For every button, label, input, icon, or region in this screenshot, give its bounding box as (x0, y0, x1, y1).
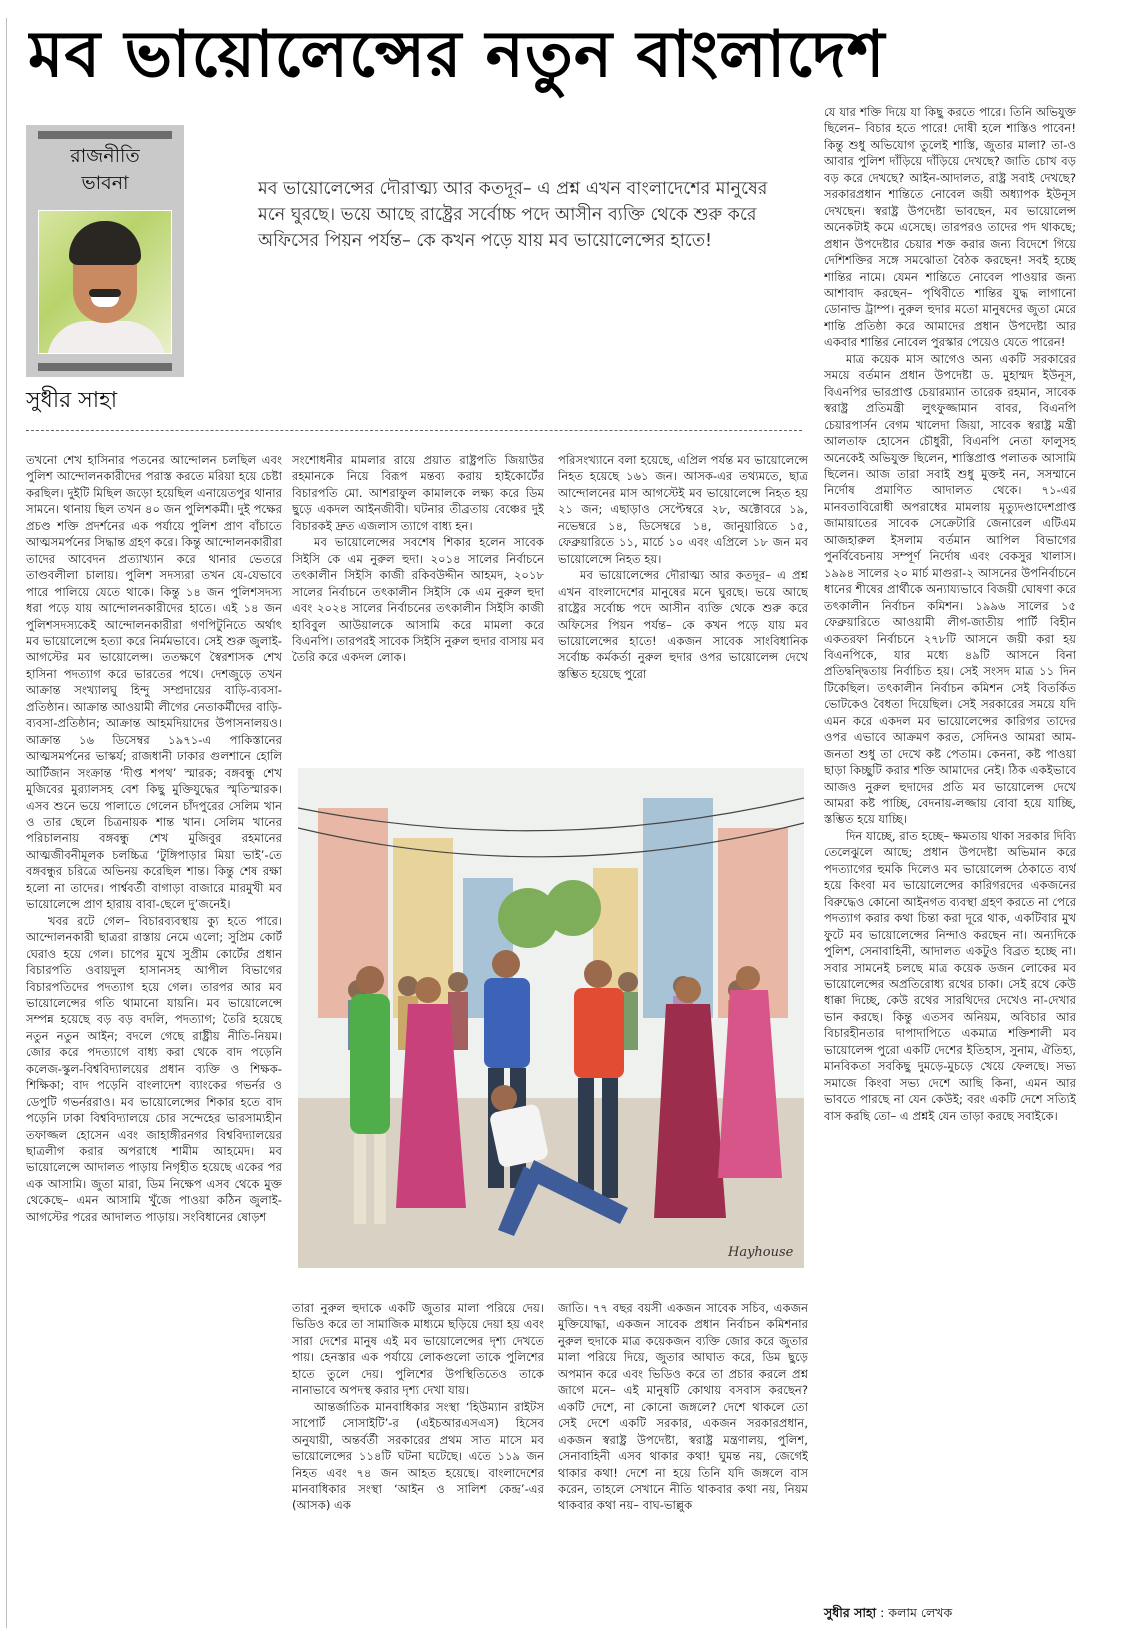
article-column-3-bottom (558, 1300, 808, 1634)
byline: সুধীর সাহা (26, 388, 118, 413)
signoff-separator: : (876, 1605, 889, 1620)
paragraph: দিন যাচ্ছে, রাত হচ্ছে– ক্ষমতায় থাকা সরকার দিব্যি তেলেঝুলে আছে; প্রধান উপদেষ্টা অভিমান করে পদত্যাগের হুমকি দিলেও মব ভায়োলেন্স ঠেকাতে ব্যর্থ হয়ে কিংবা মব ভায়োলেন্সের কারিগরদের একজনের বিরুদ্ধেও কোনো আইনগত ব্যবস্থা গ্রহণ করতে না পেরে পদত্যাগ করার কথা চিন্তা করা দূরে থাক, একটিবার মুখ ফুটে মব ভায়োলেন্সের নিন্দাও করছেন না। অন্যদিকে পুলিশ, সেনাবাহিনী, আদালত একটুও বিব্রত হচ্ছে না। সবার সামনেই চলছে মাত্র কয়েক ডজন লোকের মব ভায়োলেন্সের অপ্রতিরোধ্য রথের চাকা। সেই রথে কেউ ধাক্কা দিচ্ছে, কেউ রথের সারথিদের দেখেও না-দেখার ভান করছে। কিন্তু এতসব অনিয়ম, অবিচার আর বিচারহীনতার দাপাদাপিতে একমাত্র শক্তিশালী মব ভায়োলেন্স পুরো একটি দেশের ইতিহাস, সুনাম, ঐতিহ্য, মানবিকতা সবকিছু দুমড়ে-মুচড়ে খেয়ে ফেলছে। সভ্য সমাজে কিংবা সভ্য দেশে আছি কিনা, এমন আর ভাবতে পারছে না যেন কেউই; বরং একটি দেশে সত্যিই বাস করছি তো– এ প্রশ্নই যেন তাড়া করছে সবাইকে। (824, 828, 1076, 1123)
pull-quote: মব ভায়োলেন্সের দৌরাত্ম্য আর কতদূর– এ প্রশ্ন এখন বাংলাদেশের মানুষের মনে ঘুরছে। ভয়ে আছে রাষ্ট্রের সর্বোচ্চ পদে আসীন ব্যক্তি থেকে শুরু করে অফিসের পিয়ন পর্যন্ত– কে কখন পড়ে যায় মব ভায়োলেন্সের হাতে! (258, 179, 768, 251)
column-label-bar-bottom (38, 363, 172, 371)
paragraph: মাত্র কয়েক মাস আগেও অন্য একটি সরকারের সময়ে বর্তমান প্রধান উপদেষ্টা ড. মুহাম্মদ ইউনূস, বিএনপির ভারপ্রাপ্ত চেয়ারম্যান তারেক রহমান, সাবেক স্বরাষ্ট্র প্রতিমন্ত্রী লুৎফুজ্জামান বাবর, বিএনপি চেয়ারপার্সন বেগম খালেদা জিয়া, সাবেক স্বরাষ্ট্র মন্ত্রী আলতাফ হোসেন চৌধুরী, বিএনপি নেতা ফালুসহ অনেকেই অভিযুক্ত ছিলেন, শাস্তিপ্রাপ্ত পলাতক আসামি ছিলেন। আজ তারা সবাই শুধু মুক্তই নন, সসম্মানে নির্দোষ প্রমাণিত আদালত থেকে। ৭১-এর মানবতাবিরোধী অপরাধের মামলায় মৃত্যুদণ্ডাদেশপ্রাপ্ত জামায়াতের সাবেক সেক্রেটারি জেনারেল এটিএম আজহারুল ইসলাম বর্তমান আপিল বিভাগের পুনর্বিবেচনায় সম্পূর্ণ নির্দোষ এবং বেকসুর খালাস। ১৯৯৪ সালের ২০ মার্চ মাগুরা-২ আসনের উপনির্বাচনে ধানের শীষের প্রার্থীকে অন্যায্যভাবে বিজয়ী ঘোষণা করে তৎকালীন নির্বাচন কমিশন। ১৯৯৬ সালের ১৫ ফেব্রুয়ারিতে আওয়ামী লীগ-জাতীয় পার্টি বিহীন একতরফা নির্বাচনে ২৭৮টি আসনে জয়ী করা হয় বিএনপিকে, যার মধ্যে ৪৯টি আসনে বিনা প্রতিদ্বন্দ্বিতায় নির্বাচিত হয়। সেই সংসদ মাত্র ১১ দিন টিকেছিল। তৎকালীন নির্বাচন কমিশন সেই বিতর্কিত ভোটকেও বৈধতা দিয়েছিল। সেই সরকারের সময়ে যদি এমন করে একদল মব ভায়োলেন্সের কারিগর তাদের ওপর এভাবে আক্রমণ করত, সেদিনও আমরা আম-জনতা শুধু তা দেখে কষ্ট পেতাম। কেননা, কষ্ট পাওয়া ছাড়া কিচ্ছুটি করার শক্তি আমাদের নেই। ঠিক একইভাবে আজও নুরুল হুদাদের প্রতি মব ভায়োলেন্স দেখে আমরা কষ্ট পাচ্ছি, বেদনায়-লজ্জায় বোবা হয়ে যাচ্ছি, স্তম্ভিত হয়ে যাচ্ছি। (824, 351, 1076, 827)
illustration-mob-scene (298, 768, 804, 1268)
illustration-svg (298, 768, 804, 1268)
article-column-3-top (558, 452, 808, 750)
column-label-bar-top (38, 131, 172, 139)
paragraph: যে যার শক্তি দিয়ে যা কিছু করতে পারে। তিনি অভিযুক্ত ছিলেন– বিচার হতে পারে! দোষী হলে শাস্তিও পাবেন! কিন্তু শুধু অভিযোগ তুলেই শাস্তি, জুতার মালা? তা-ও আবার পুলিশ দাঁড়িয়ে দাঁড়িয়ে দেখছে? জাতি চোখ বড় বড় করে দেখছে? আইন-আদালত, রাষ্ট্র সবাই দেখছে? সরকারপ্রধান শান্তিতে নোবেল জয়ী অধ্যাপক ইউনূস দেখছেন। স্বরাষ্ট্র উপদেষ্টা ভাবছেন, মব ভায়োলেন্স অনেকটাই কমে এসেছে। তারপরও তাদের পদ থাকছে; প্রধান উপদেষ্টার চেয়ার শক্ত করার জন্য বিদেশে গিয়ে দেশিশক্তির সঙ্গে সমঝোতা বৈঠক করছেন! সবই হচ্ছে শান্তির নামে। যেমন শান্তিতে নোবেল পাওয়ার জন্য আশাবাদ করছেন– পৃথিবীতে শান্তির যুদ্ধ লাগানো ডোনাল্ড ট্রাম্প। নুরুল হুদার মতো মানুষদের জুতা মেরে শান্তি প্রতিষ্ঠা করে আমাদের প্রধান উপদেষ্টা আর একবার শান্তির নোবেল পুরস্কার পেয়েও যেতে পারেন! (824, 105, 1076, 350)
paragraph: জাতি। ৭৭ বছর বয়সী একজন সাবেক সচিব, একজন মুক্তিযোদ্ধা, একজন সাবেক প্রধান নির্বাচন কমিশনার নুরুল হুদাকে মাত্র কয়েকজন ব্যক্তি জোর করে জুতার মালা পরিয়ে দিয়ে, জুতার আঘাত করে, ডিম ছুড়ে অপমান করে এবং ভিডিও করে তা প্রচার করলে প্রশ্ন জাগে মনে– এই মানুষটি কোথায় বসবাস করছেন? একটি দেশে, না কোনো জঙ্গলে? দেশে থাকলে তো সেই দেশে একটি সরকার, একজন সরকারপ্রধান, একজন স্বরাষ্ট্র উপদেষ্টা, স্বরাষ্ট্র মন্ত্রণালয়, পুলিশ, সেনাবাহিনী এসব থাকার কথা! ঘুমন্ত নয়, জেগেই থাকার কথা! দেশে না হয়ে তিনি যদি জঙ্গলে বাস করেন, তাহলে সেখানে নীতি থাকবার কথা নয়, নিয়ম থাকবার কথা নয়– বাঘ-ভাল্লুক (558, 1301, 808, 1513)
illustration-tree (545, 880, 601, 936)
column-label-line1: রাজনীতি (70, 145, 140, 167)
paragraph: মব ভায়োলেন্সের দৌরাত্ম্য আর কতদূর– এ প্রশ্ন এখন বাংলাদেশের মানুষের মনে ঘুরছে। ভয়ে আছে রাষ্ট্রের সর্বোচ্চ পদে আসীন ব্যক্তি থেকে শুরু করে অফিসের পিয়ন পর্যন্ত– কে কখন পড়ে যায় মব ভায়োলেন্সের হাতে! একজন সাবেক সাংবিধানিক সর্বোচ্চ কর্মকর্তা নুরুল হুদার ওপর ভায়োলেন্স দেখে স্তম্ভিত হয়েছে পুরো (558, 568, 808, 681)
article-column-1 (26, 452, 282, 1634)
article-column-2-top (292, 452, 544, 750)
author-photo (38, 210, 172, 354)
dashed-separator (26, 430, 802, 431)
article-column-4 (824, 104, 1076, 1544)
photo-hair (69, 221, 141, 265)
signoff-role: কলাম লেখক (888, 1605, 953, 1620)
page-left-rule (6, 18, 7, 1628)
photo-mustache (89, 289, 121, 297)
article-column-2-bottom (292, 1300, 544, 1634)
paragraph: খবর রটে গেল– বিচারব্যবস্থায় ক্যু হতে পারে। আন্দোলনকারী ছাত্ররা রাস্তায় নেমে এলো; সুপ্রিম কোর্ট ঘেরাও হয়ে গেল। চাপের মুখে সুপ্রীম কোর্টের প্রধান বিচারপতি ওবায়দুল হাসানসহ আপীল বিভাগের বিচারপতিদের পদত্যাগ হয়ে গেল। তারপর আর মব ভায়োলেন্সের গতি থামানো যায়নি। মব ভায়োলেন্সে সম্পন্ন হয়েছে বড় বড় বদলি, পদত্যাগ; তৈরি হয়েছে নতুন নতুন আইন; বদলে গেছে রাষ্ট্রীয় নীতি-নিয়ম। জোর করে পদত্যাগে বাধ্য করা থেকে বাদ পড়েনি কলেজ-স্কুল-বিশ্ববিদ্যালয়ের প্রধান ব্যক্তি ও শিক্ষক-শিক্ষিকা; বাদ পড়েনি বাংলাদেশ ব্যাংকের গভর্নর ও ডেপুটি গভর্নররাও। মব ভায়োলেন্সের শিকার হতে বাদ পড়েনি ঢাকা বিশ্ববিদ্যালয়ে চোর সন্দেহের ভারসাম্যহীন তফাজ্জল হোসেন এবং জাহাঙ্গীরনগর বিশ্ববিদ্যালয়ের ছাত্রলীগ করার অপরাধে শামীম আহমেদ। মব ভায়োলেন্সে আদালত পাড়ায় নিগৃহীত হয়েছে একের পর এক আসামি। জুতা মারা, ডিম নিক্ষেপ এসব থেকে মুক্ত থেকেছে– এমন আসামি খুঁজে পাওয়া কঠিন জুলাই-আগস্টের পরের আদালত পাড়ায়। সংবিধানের ষোড়শ (26, 913, 282, 1224)
paragraph: পরিসংখ্যানে বলা হয়েছে, এপ্রিল পর্যন্ত মব ভায়োলেন্সে নিহত হয়েছে ১৬১ জন। আসক-এর তথ্যমতে, ছাত্র আন্দোলনের মাস আগস্টেই মব ভায়োলেন্সে নিহত হয় ২১ জন; এছাড়াও সেপ্টেম্বরে ২৮, অক্টোবরে ১৯, নভেম্বরে ১৪, ডিসেম্বরে ১৪, জানুয়ারিতে ১৫, ফেব্রুয়ারিতে ১১, মার্চে ১০ এবং এপ্রিলে ১৮ জন মব ভায়োলেন্সে নিহত হয়। (558, 453, 808, 566)
paragraph: তখনো শেখ হাসিনার পতনের আন্দোলন চলছিল এবং পুলিশ আন্দোলনকারীদের পরাস্ত করতে মরিয়া হয়ে চেষ্টা করছিল। দুইটি মিছিল জড়ো হয়েছিল এনায়েতপুর থানার সামনে। থানায় ছিল তখন ৪০ জন পুলিশকর্মী। দুই পক্ষের প্রচণ্ড শক্তি প্রদর্শনের এক পর্যায়ে পুলিশ প্রাণ বাঁচাতে আত্মসমর্পনের সিদ্ধান্ত গ্রহণ করে। কিন্তু আন্দোলনকারীরা তাদের আবেদন প্রত্যাখ্যান করে থানার ভেতরে তাণ্ডবলীলা চালায়। পুলিশ সদস্যরা তখন যে-যেভাবে পারে পালিয়ে যেতে থাকে। কিন্তু ১৪ জন পুলিশসদস্য ধরা পড়ে যায় আন্দোলনকারীদের হাতে। এই ১৪ জন পুলিশসদস্যকেই আন্দোলনকারীরা গণপিটুনিতে অর্থাৎ মব ভায়োলেন্সে হত্যা করে নির্মমভাবে। সেই শুরু জুলাই-আগস্টের মব ভায়োলেন্স। ততক্ষণে স্বৈরশাসক শেখ হাসিনা পদত্যাগ করে ভারতের পথে। দেশজুড়ে তখন আক্রান্ত সংখ্যালঘু হিন্দু সম্প্রদায়ের বাড়ি-ব্যবসা-প্রতিষ্ঠান। আক্রান্ত আওয়ামী লীগের নেতাকর্মীদের বাড়ি-ব্যবসা-প্রতিষ্ঠান; আক্রান্ত আহমদিয়াদের উপাসনালয়ও। আক্রান্ত ১৬ ডিসেম্বর ১৯৭১-এ পাকিস্তানের আত্মসমর্পনের ভাস্কর্য; রাজধানী ঢাকার গুলশানে হোলি আর্টিজান সংক্রান্ত ‘দীপ্ত শপথ’ স্মারক; বঙ্গবন্ধু শেখ মুজিবের মুর‍্যালসহ বেশ কিছু মুক্তিযুদ্ধের স্মৃতিস্মারক। এসব শুনে ভয়ে পালাতে গেলেন চাঁদপুরের সেলিম খান ও তার ছেলে চিত্রনায়ক শান্ত খান। সেলিম খানের পরিচালনায় বঙ্গবন্ধু শেখ মুজিবুর রহমানের আত্মজীবনীমূলক চলচ্চিত্র ‘টুঙ্গিপাড়ার মিয়া ভাই’-তে বঙ্গবন্ধুর চরিত্রে অভিনয় করেছিল শান্ত। কিন্তু শেষ রক্ষা হলো না তাদের। পার্শ্ববর্তী বাগাড়া বাজারে মারমুখী মব ভায়োলেন্সে প্রাণ হারায় বাবা-ছেলে দু’জনেই। (26, 453, 282, 912)
headline: মব ভায়োলেন্সের নতুন বাংলাদেশ (28, 17, 886, 92)
column-label-box (26, 125, 184, 377)
column-label-line2: ভাবনা (81, 172, 129, 194)
illustration-signature: Hayhouse (728, 1245, 794, 1260)
photo-shirt (47, 321, 165, 354)
column-label (26, 143, 184, 197)
author-signoff (824, 1604, 952, 1622)
paragraph: তারা নুরুল হুদাকে একটি জুতার মালা পরিয়ে দেয়। ভিডিও করে তা সামাজিক মাধ্যমে ছড়িয়ে দেয়া হয় এবং সারা দেশের মানুষ এই মব ভায়োলেন্সের দৃশ্য দেখতে পায়। হেনস্তার এক পর্যায়ে লোকগুলো তাকে পুলিশের হাতে তুলে দেয়। পুলিশের উপস্থিতিতেও তাকে নানাভাবে অপদস্থ করার দৃশ্য দেখা যায়। (292, 1301, 544, 1398)
signoff-name: সুধীর সাহা (824, 1605, 877, 1620)
paragraph: সংশোধনীর মামলার রায়ে প্রয়াত রাষ্ট্রপতি জিয়াউর রহমানকে নিয়ে বিরূপ মন্তব্য করায় হাইকোর্টের বিচারপতি মো. আশরাফুল কামালকে লক্ষ্য করে ডিম ছুড়ে একদল আইনজীবী। ঘটনার তীব্রতায় বেঞ্চের দুই বিচারকই দ্রুত এজলাস ত্যাগে বাধ্য হন। (292, 453, 544, 533)
paragraph: মব ভায়োলেন্সের সবশেষ শিকার হলেন সাবেক সিইসি কে এম নুরুল হুদা। ২০১৪ সালের নির্বাচনে তৎকালীন সিইসি কাজী রকিবউদ্দীন আহমদ, ২০১৮ সালের নির্বাচনে তৎকালীন সিইসি কে এম নুরুল হুদা এবং ২০২৪ সালের নির্বাচনের তৎকালীন সিইসি কাজী হাবিবুল আউয়ালকে আসামি করে মামলা করে বিএনপি। তারপরই সাবেক সিইসি নুরুল হুদার বাসায় মব তৈরি করে একদল লোক। (292, 535, 544, 665)
paragraph: আন্তর্জাতিক মানবাধিকার সংস্থা ‘হিউম্যান রাইটস সাপোর্ট সোসাইটি’-র (এইচআরএসএস) হিসেব অনুযায়ী, অন্তর্বর্তী সরকারের প্রথম সাত মাসে মব ভায়োলেন্সের ১১৪টি ঘটনা ঘটেছে। এতে ১১৯ জন নিহত এবং ৭৪ জন আহত হয়েছে। বাংলাদেশের মানবাধিকার সংস্থা ‘আইন ও সালিশ কেন্দ্র’-এর (আসক) এক (292, 1399, 544, 1513)
